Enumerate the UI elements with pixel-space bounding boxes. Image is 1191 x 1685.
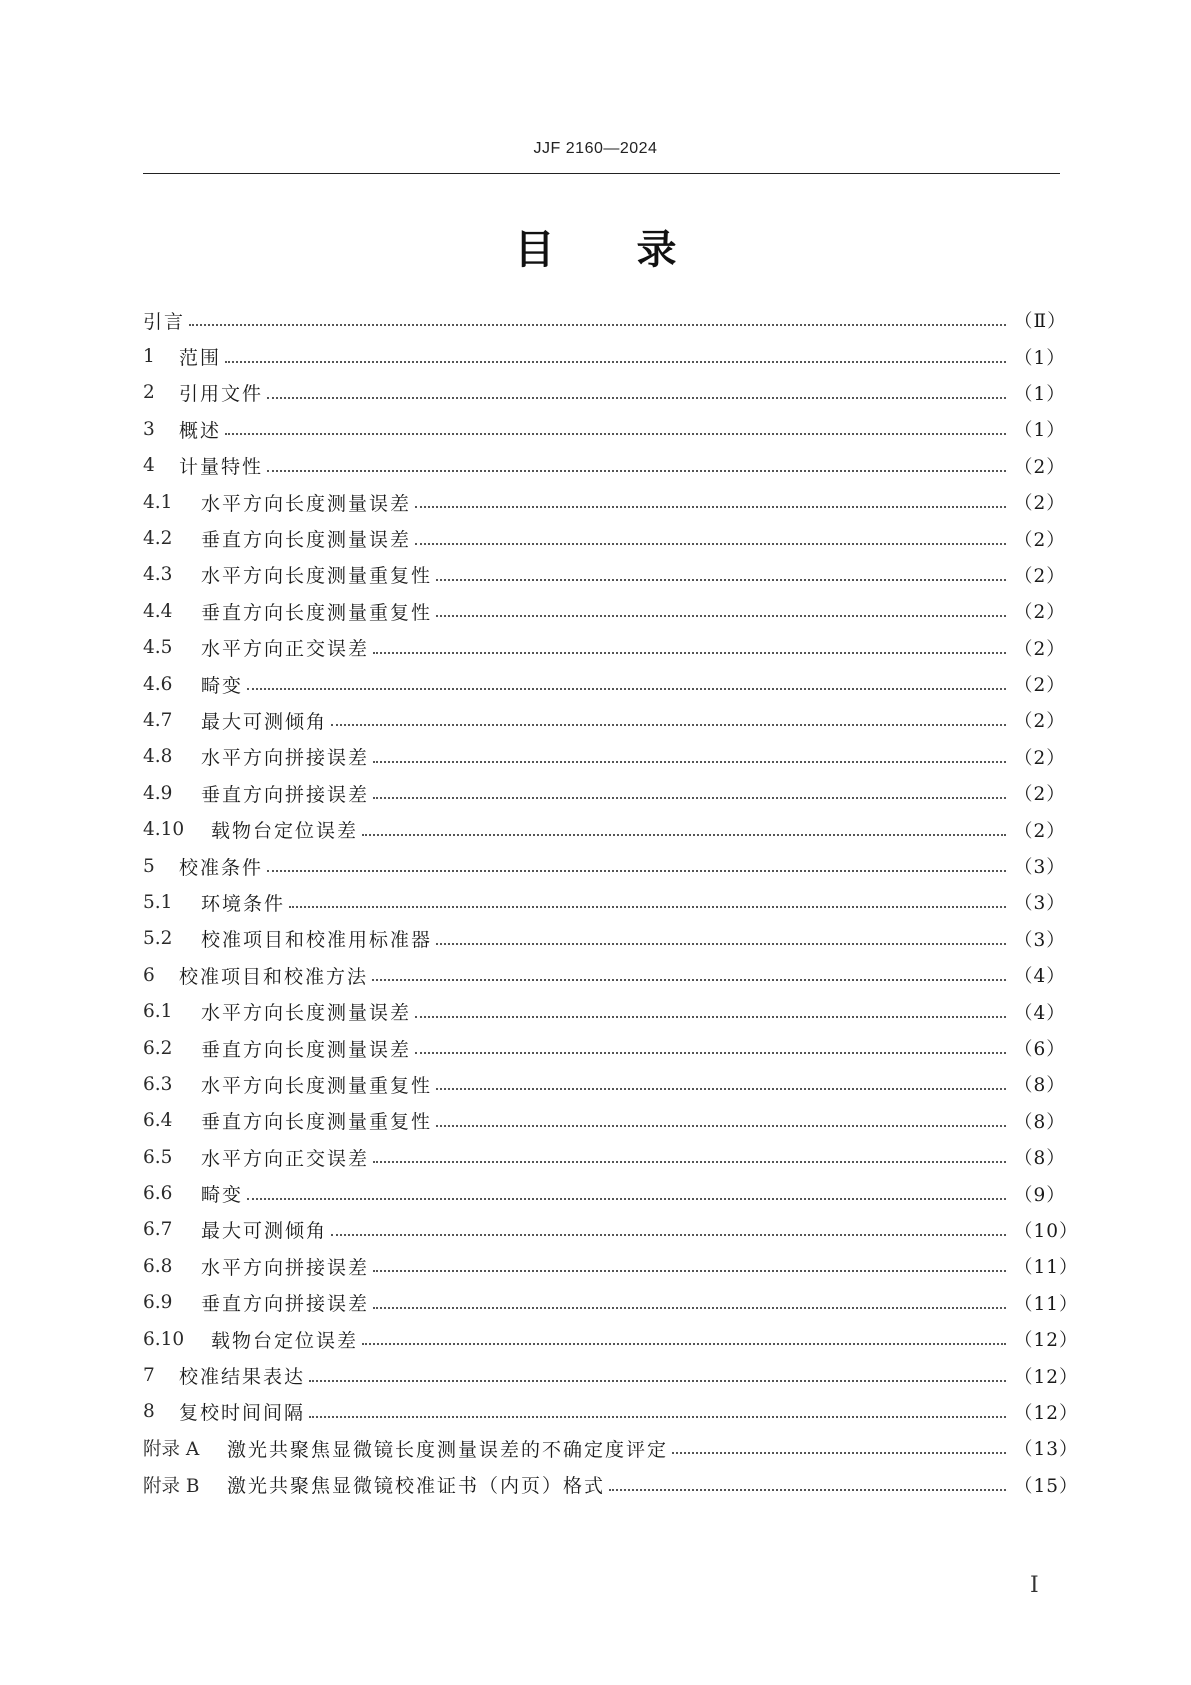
- toc-entry-number: 5: [143, 855, 155, 877]
- toc-entry-number: 4.1: [143, 491, 173, 513]
- toc-entry-number: 4.5: [143, 637, 173, 659]
- page-number: I: [1030, 1573, 1039, 1598]
- toc-entry-title: 最大可测倾角: [201, 710, 328, 733]
- toc-entry[interactable]: [143, 338, 1066, 374]
- toc-entry-number: 6.3: [143, 1073, 173, 1095]
- toc-entry-number: 1: [143, 346, 155, 368]
- toc-entry-title: 激光共聚焦显微镜长度测量误差的不确定度评定: [227, 1438, 669, 1461]
- toc-entry[interactable]: [143, 1430, 1079, 1466]
- toc-dot-leader: [415, 1052, 1006, 1054]
- toc-entry[interactable]: [143, 1357, 1079, 1393]
- toc-entry-number: 4.4: [143, 600, 173, 622]
- toc-dot-leader: [225, 433, 1006, 435]
- toc-entry[interactable]: [143, 993, 1066, 1029]
- toc-dot-leader: [309, 1416, 1006, 1418]
- toc-entry-number: 附录 B: [143, 1475, 200, 1497]
- toc-dot-leader: [289, 906, 1006, 908]
- toc-entry-number: 5.1: [143, 891, 173, 913]
- toc-dot-leader: [189, 324, 1006, 326]
- toc-entry-number: 4.8: [143, 746, 173, 768]
- toc-entry-number: 4.6: [143, 673, 173, 695]
- toc-entry-title: 水平方向长度测量误差: [201, 1002, 412, 1025]
- toc-entry[interactable]: [143, 630, 1066, 666]
- toc-dot-leader: [373, 1270, 1006, 1272]
- toc-entry-title: 垂直方向长度测量重复性: [201, 1111, 433, 1134]
- toc-dot-leader: [373, 1161, 1006, 1163]
- toc-entry-number: 6.4: [143, 1110, 173, 1132]
- toc-entry-title: 引用文件: [179, 383, 264, 406]
- toc-entry-title: 复校时间间隔: [179, 1402, 306, 1425]
- toc-entry-title: 垂直方向长度测量误差: [201, 1038, 412, 1061]
- toc-entry-number: 4.10: [143, 819, 185, 841]
- toc-entry-page: （12）: [1014, 1330, 1079, 1352]
- toc-dot-leader: [267, 470, 1006, 472]
- toc-entry[interactable]: [143, 1212, 1079, 1248]
- toc-entry[interactable]: [143, 1175, 1066, 1211]
- toc-entry[interactable]: [143, 448, 1066, 484]
- toc-entry-title: 校准项目和校准方法: [179, 965, 369, 988]
- toc-dot-leader: [436, 579, 1006, 581]
- toc-entry-number: 8: [143, 1401, 155, 1423]
- toc-entry-number: 4.7: [143, 709, 173, 731]
- toc-entry-page: （2）: [1014, 711, 1066, 733]
- toc-entry[interactable]: [143, 666, 1066, 702]
- toc-entry-page: （2）: [1014, 493, 1066, 515]
- toc-entry-title: 最大可测倾角: [201, 1220, 328, 1243]
- toc-entry-number: 5.2: [143, 928, 173, 950]
- toc-entry-title: 激光共聚焦显微镜校准证书（内页）格式: [227, 1475, 606, 1498]
- toc-dot-leader: [415, 1016, 1006, 1018]
- toc-entry[interactable]: [143, 957, 1066, 993]
- toc-dot-leader: [267, 870, 1006, 872]
- toc-entry[interactable]: [143, 1030, 1066, 1066]
- toc-dot-leader: [436, 1088, 1006, 1090]
- toc-entry-page: （4）: [1014, 1002, 1066, 1024]
- toc-entry-number: 6.7: [143, 1219, 173, 1241]
- toc-dot-leader: [373, 797, 1006, 799]
- toc-entry-page: （12）: [1014, 1366, 1079, 1388]
- toc-entry-page: （11）: [1014, 1293, 1079, 1315]
- toc-dot-leader: [373, 1307, 1006, 1309]
- page-title: [0, 218, 1191, 275]
- toc-entry-page: （3）: [1014, 929, 1066, 951]
- toc-entry[interactable]: [143, 593, 1066, 629]
- toc-entry-page: （13）: [1014, 1439, 1079, 1461]
- toc-entry-page: （8）: [1014, 1111, 1066, 1133]
- toc-entry[interactable]: [143, 520, 1066, 556]
- toc-entry-title: 引言: [143, 310, 186, 333]
- toc-dot-leader: [247, 1198, 1006, 1200]
- page-title-part-1: 目: [514, 227, 555, 273]
- toc-dot-leader: [225, 361, 1006, 363]
- toc-entry[interactable]: [143, 484, 1066, 520]
- toc-entry-title: 计量特性: [179, 456, 264, 479]
- toc-dot-leader: [372, 979, 1006, 981]
- toc-entry-title: 校准条件: [179, 856, 264, 879]
- toc-dot-leader: [415, 506, 1006, 508]
- toc-entry-title: 水平方向拼接误差: [201, 1256, 370, 1279]
- toc-entry[interactable]: [143, 375, 1066, 411]
- toc-entry-title: 畸变: [201, 1184, 244, 1207]
- toc-entry-page: （6）: [1014, 1039, 1066, 1060]
- toc-dot-leader: [672, 1452, 1006, 1454]
- toc-entry-number: 6.10: [143, 1328, 185, 1350]
- toc-entry-page: （11）: [1014, 1257, 1079, 1279]
- header-rule: [143, 173, 1060, 174]
- toc-entry-page: （1）: [1014, 347, 1066, 369]
- toc-entry-number: 6.6: [143, 1183, 173, 1205]
- table-of-contents: [143, 302, 1079, 1503]
- toc-entry-number: 6.5: [143, 1146, 173, 1168]
- page-title-part-2: 录: [636, 227, 677, 273]
- toc-dot-leader: [362, 834, 1006, 836]
- toc-entry-page: （2）: [1014, 675, 1066, 697]
- toc-entry[interactable]: [143, 1285, 1079, 1321]
- toc-entry-title: 水平方向拼接误差: [201, 747, 370, 770]
- toc-entry-title: 范围: [179, 347, 222, 370]
- toc-entry-page: （3）: [1014, 893, 1066, 915]
- toc-entry[interactable]: [143, 739, 1066, 775]
- toc-entry-page: （9）: [1014, 1184, 1066, 1206]
- toc-entry-page: （8）: [1014, 1148, 1066, 1170]
- toc-entry[interactable]: [143, 1103, 1066, 1139]
- toc-entry-page: （2）: [1014, 747, 1066, 769]
- toc-entry[interactable]: [143, 811, 1066, 847]
- toc-dot-leader: [609, 1489, 1006, 1491]
- toc-entry-page: （2）: [1014, 784, 1066, 806]
- toc-entry[interactable]: [143, 557, 1066, 593]
- toc-entry-number: 6.1: [143, 1001, 173, 1023]
- toc-entry[interactable]: [143, 1321, 1079, 1357]
- toc-entry-number: 3: [143, 418, 155, 440]
- toc-entry-title: 垂直方向拼接误差: [201, 1293, 370, 1316]
- toc-entry-page: （2）: [1014, 456, 1066, 478]
- toc-entry[interactable]: [143, 1248, 1079, 1284]
- toc-entry-page: （12）: [1014, 1402, 1079, 1424]
- toc-entry-page: （1）: [1014, 383, 1066, 405]
- toc-entry-number: 4: [143, 455, 155, 477]
- document-code: JJF 2160—2024: [533, 140, 658, 157]
- toc-entry-page: （8）: [1014, 1075, 1066, 1097]
- toc-entry-number: 4.9: [143, 782, 173, 804]
- toc-entry-title: 水平方向正交误差: [201, 638, 370, 661]
- toc-entry-number: 4.2: [143, 528, 173, 550]
- toc-entry-page: （1）: [1014, 420, 1066, 442]
- toc-dot-leader: [436, 1125, 1006, 1127]
- toc-entry-title: 水平方向长度测量重复性: [201, 1074, 433, 1097]
- toc-entry-page: （15）: [1014, 1475, 1079, 1497]
- toc-entry-title: 概述: [179, 419, 222, 442]
- toc-entry-number: 6: [143, 964, 155, 986]
- toc-entry[interactable]: [143, 921, 1066, 957]
- toc-dot-leader: [331, 1234, 1006, 1236]
- toc-entry-title: 垂直方向长度测量重复性: [201, 601, 433, 624]
- toc-entry-page: （4）: [1014, 966, 1066, 988]
- toc-dot-leader: [331, 724, 1006, 726]
- toc-entry-number: 2: [143, 382, 155, 404]
- toc-entry-title: 垂直方向拼接误差: [201, 783, 370, 806]
- toc-entry-page: （2）: [1014, 820, 1066, 842]
- toc-dot-leader: [373, 652, 1006, 654]
- toc-entry-page: （2）: [1014, 638, 1066, 660]
- toc-entry-title: 环境条件: [201, 892, 286, 915]
- toc-dot-leader: [415, 543, 1006, 545]
- toc-entry-page: （2）: [1014, 565, 1066, 587]
- toc-entry-page: （10）: [1014, 1220, 1079, 1242]
- toc-dot-leader: [436, 943, 1006, 945]
- toc-entry-title: 载物台定位误差: [211, 820, 359, 843]
- toc-dot-leader: [436, 615, 1006, 617]
- toc-entry-number: 7: [143, 1365, 155, 1387]
- toc-dot-leader: [267, 397, 1006, 399]
- toc-entry[interactable]: [143, 884, 1066, 920]
- toc-entry-title: 校准结果表达: [179, 1366, 306, 1389]
- toc-dot-leader: [373, 761, 1006, 763]
- toc-entry-number: 6.2: [143, 1037, 173, 1059]
- toc-entry-title: 水平方向长度测量误差: [201, 492, 412, 515]
- toc-entry-title: 水平方向正交误差: [201, 1147, 370, 1170]
- toc-entry-page: （2）: [1014, 602, 1066, 624]
- toc-entry-number: 附录 A: [143, 1439, 200, 1461]
- toc-entry-title: 载物台定位误差: [211, 1329, 359, 1352]
- toc-entry[interactable]: [143, 848, 1066, 884]
- toc-dot-leader: [309, 1380, 1006, 1382]
- toc-entry-title: 畸变: [201, 674, 244, 697]
- toc-entry-page: （2）: [1014, 529, 1066, 551]
- toc-entry[interactable]: [143, 1467, 1079, 1503]
- toc-entry[interactable]: [143, 411, 1066, 447]
- toc-entry[interactable]: [143, 1394, 1079, 1430]
- toc-entry[interactable]: [143, 1139, 1066, 1175]
- toc-entry[interactable]: [143, 702, 1066, 738]
- toc-entry[interactable]: [143, 775, 1066, 811]
- toc-entry-title: 校准项目和校准用标准器: [201, 929, 433, 952]
- toc-entry-page: （3）: [1014, 857, 1066, 879]
- toc-entry-number: 4.3: [143, 564, 173, 586]
- toc-entry-title: 水平方向长度测量重复性: [201, 565, 433, 588]
- toc-entry-title: 垂直方向长度测量误差: [201, 529, 412, 552]
- toc-entry[interactable]: [143, 302, 1067, 338]
- toc-entry-page: （Ⅱ）: [1014, 311, 1067, 333]
- toc-dot-leader: [362, 1343, 1006, 1345]
- toc-dot-leader: [247, 688, 1006, 690]
- toc-entry-number: 6.9: [143, 1292, 173, 1314]
- toc-entry[interactable]: [143, 1066, 1066, 1102]
- toc-entry-number: 6.8: [143, 1255, 173, 1277]
